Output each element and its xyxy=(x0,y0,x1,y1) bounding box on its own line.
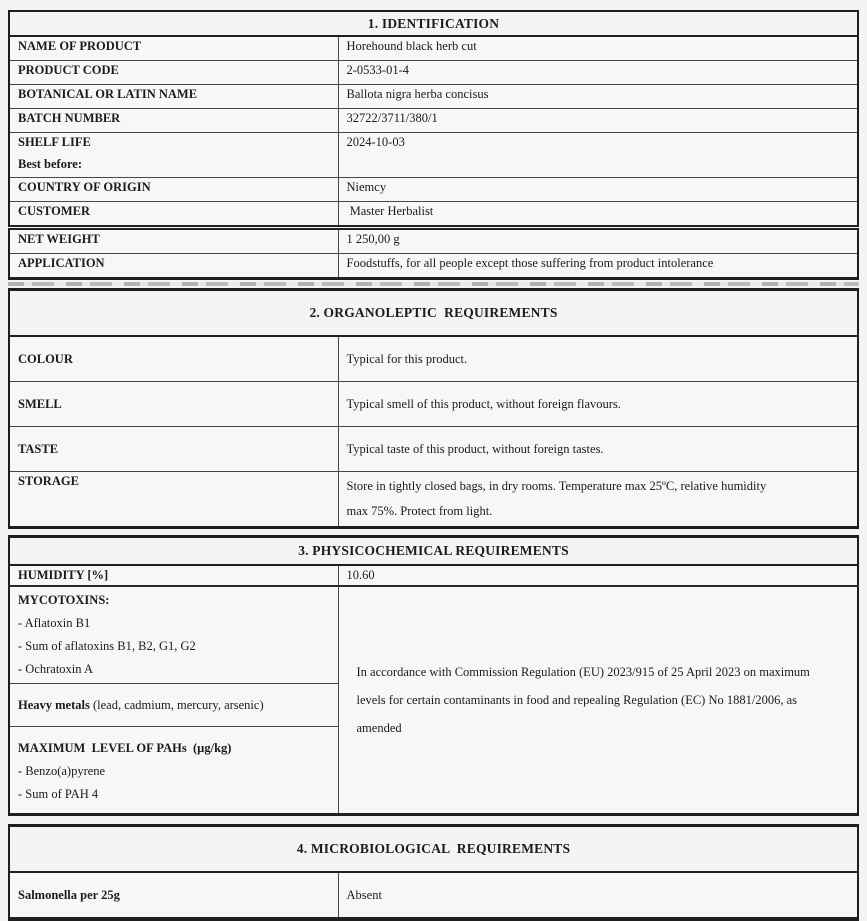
row-value: Typical smell of this product, without foreign flavours. xyxy=(346,396,621,411)
heavy-metals-detail: (lead, cadmium, mercury, arsenic) xyxy=(89,697,264,712)
physicochemical-table xyxy=(8,535,859,816)
mycotoxins-title: MYCOTOXINS: xyxy=(18,593,110,607)
row-value: Ballota nigra herba concisus xyxy=(346,87,489,101)
humidity-label-cell xyxy=(9,565,338,586)
table-row xyxy=(9,109,858,133)
table-row xyxy=(9,427,858,472)
microbiological-header-cell xyxy=(9,826,858,873)
row-label: CUSTOMER xyxy=(18,204,91,218)
pahs-item: - Benzo(a)pyrene xyxy=(18,764,106,778)
product-code-value-cell xyxy=(338,61,858,85)
table-row xyxy=(9,133,858,178)
section-gap xyxy=(8,816,859,824)
row-label: NET WEIGHT xyxy=(18,232,100,246)
microbiological-header-row xyxy=(9,826,858,873)
colour-value-cell xyxy=(338,336,858,382)
best-before-label: Best before: xyxy=(18,157,82,171)
identification-header-cell xyxy=(9,11,858,36)
customer-value-cell xyxy=(338,202,858,228)
net-weight-value-cell xyxy=(338,228,858,254)
pahs-title: MAXIMUM LEVEL OF PAHs (µg/kg) xyxy=(18,741,232,755)
pahs-cell xyxy=(9,727,338,815)
mycotoxins-item: - Ochratoxin A xyxy=(18,662,93,676)
application-label-cell xyxy=(9,254,338,279)
shelf-life-value-cell xyxy=(338,133,858,178)
row-label: BOTANICAL OR LATIN NAME xyxy=(18,87,198,101)
table-row xyxy=(9,472,858,528)
row-value: Niemcy xyxy=(346,180,387,194)
table-row xyxy=(9,336,858,382)
storage-label-cell xyxy=(9,472,338,528)
row-value: Foodstuffs, for all people except those suffering from product intolerance xyxy=(346,256,714,270)
table-row xyxy=(9,254,858,279)
row-value: 2024-10-03 xyxy=(346,135,405,149)
table-row xyxy=(9,872,858,919)
mycotoxins-item: - Aflatoxin B1 xyxy=(18,616,91,630)
heavy-metals-cell xyxy=(9,684,338,727)
section3-title: 3. PHYSICOCHEMICAL REQUIREMENTS xyxy=(298,543,569,558)
identification-table xyxy=(8,10,859,280)
taste-value-cell xyxy=(338,427,858,472)
table-row xyxy=(9,85,858,109)
section4-title: 4. MICROBIOLOGICAL REQUIREMENTS xyxy=(296,841,571,856)
table-row xyxy=(9,61,858,85)
pahs-item: - Sum of PAH 4 xyxy=(18,787,99,801)
organoleptic-table xyxy=(8,288,859,529)
mycotoxins-cell xyxy=(9,586,338,684)
taste-label-cell xyxy=(9,427,338,472)
regulation-text: In accordance with Commission Regulation (EU) 2023/915 of 25 April 2023 on maximum levels for certain contaminants in food and repealing Regulation (EC) No 1881/2006, as amended xyxy=(356,665,814,735)
name-of-product-label-cell xyxy=(9,36,338,61)
botanical-name-value-cell xyxy=(338,85,858,109)
salmonella-label-cell xyxy=(9,872,338,919)
net-weight-label-cell xyxy=(9,228,338,254)
mycotoxins-item: - Sum of aflatoxins B1, B2, G1, G2 xyxy=(18,639,196,653)
row-label: COLOUR xyxy=(18,351,73,366)
shelf-life-label-cell xyxy=(9,133,338,178)
row-label: COUNTRY OF ORIGIN xyxy=(18,180,151,194)
row-value: 32722/3711/380/1 xyxy=(346,111,438,125)
section2-title: 2. ORGANOLEPTIC REQUIREMENTS xyxy=(309,305,558,320)
row-value: Typical taste of this product, without foreign tastes. xyxy=(346,441,604,456)
row-label: SMELL xyxy=(18,396,62,411)
row-label: BATCH NUMBER xyxy=(18,111,121,125)
physicochemical-header-row xyxy=(9,537,858,566)
batch-number-value-cell xyxy=(338,109,858,133)
row-label: NAME OF PRODUCT xyxy=(18,39,142,53)
identification-header-row xyxy=(9,11,858,36)
name-of-product-value-cell xyxy=(338,36,858,61)
row-label: SHELF LIFE xyxy=(18,135,91,149)
row-label: STORAGE xyxy=(18,474,79,488)
country-of-origin-value-cell xyxy=(338,178,858,202)
microbiological-table xyxy=(8,824,859,921)
row-value: Absent xyxy=(346,887,382,902)
table-row xyxy=(9,202,858,228)
organoleptic-header-cell xyxy=(9,290,858,337)
row-value: Typical for this product. xyxy=(346,351,468,366)
row-label: PRODUCT CODE xyxy=(18,63,119,77)
row-value: 10.60 xyxy=(346,568,375,582)
country-of-origin-label-cell xyxy=(9,178,338,202)
table-row xyxy=(9,178,858,202)
row-value: Master Herbalist xyxy=(346,204,434,218)
physicochemical-header-cell xyxy=(9,537,858,566)
regulation-cell xyxy=(338,586,858,815)
row-value: Horehound black herb cut xyxy=(346,39,477,53)
product-code-label-cell xyxy=(9,61,338,85)
colour-label-cell xyxy=(9,336,338,382)
section1-title: 1. IDENTIFICATION xyxy=(367,15,500,31)
smell-label-cell xyxy=(9,382,338,427)
humidity-value-cell xyxy=(338,565,858,586)
botanical-name-label-cell xyxy=(9,85,338,109)
row-value: Store in tightly closed bags, in dry rooms. Temperature max 25ºC, relative humidity max 75%. Protect from light. xyxy=(346,479,770,518)
storage-value-cell xyxy=(338,472,858,528)
row-label: Salmonella per 25g xyxy=(18,887,120,902)
table-row xyxy=(9,586,858,684)
heavy-metals-label: Heavy metals xyxy=(18,697,90,712)
application-value-cell xyxy=(338,254,858,279)
table-row xyxy=(9,382,858,427)
table-row xyxy=(9,565,858,586)
row-label: APPLICATION xyxy=(18,256,105,270)
batch-number-label-cell xyxy=(9,109,338,133)
table-row xyxy=(9,36,858,61)
organoleptic-header-row xyxy=(9,290,858,337)
customer-label-cell xyxy=(9,202,338,228)
row-label: TASTE xyxy=(18,441,59,456)
row-value: 1 250,00 g xyxy=(346,232,400,246)
smell-value-cell xyxy=(338,382,858,427)
table-row xyxy=(9,228,858,254)
row-value: 2-0533-01-4 xyxy=(346,63,409,77)
row-label: HUMIDITY [%] xyxy=(18,568,109,582)
salmonella-value-cell xyxy=(338,872,858,919)
